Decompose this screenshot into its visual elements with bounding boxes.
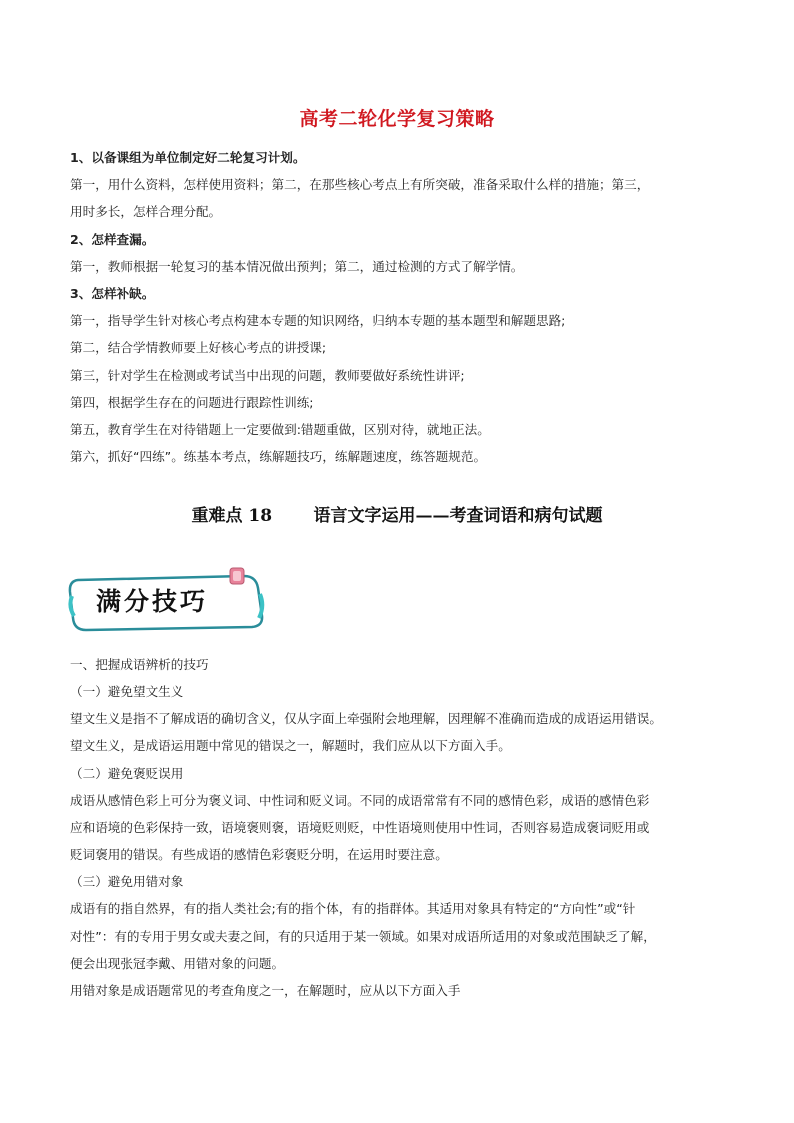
strategy-heading-1: 1、以备课组为单位制定好二轮复习计划。 (70, 150, 306, 165)
tips-paragraph: 成语有的指自然界，有的指人类社会;有的指个体，有的指群体。其适用对象具有特定的“方向性”或“针 (70, 901, 636, 916)
strategy-paragraph: 第四，根据学生存在的问题进行跟踪性训练; (70, 395, 314, 410)
strategy-paragraph: 第六，抓好“四练”。练基本考点，练解题技巧，练解题速度，练答题规范。 (70, 449, 487, 464)
tips-heading: 一、把握成语辨析的技巧 (70, 657, 209, 672)
tips-paragraph: 用错对象是成语题常见的考查角度之一，在解题时，应从以下方面入手 (70, 983, 461, 998)
tips-paragraph: 望文生义，是成语运用题中常见的错误之一，解题时，我们应从以下方面入手。 (70, 738, 511, 753)
strategy-paragraph: 第一，教师根据一轮复习的基本情况做出预判；第二，通过检测的方式了解学情。 (70, 259, 524, 274)
tips-paragraph: 便会出现张冠李戴、用错对象的问题。 (70, 956, 285, 971)
tips-paragraph: 望文生义是指不了解成语的确切含义，仅从字面上牵强附会地理解，因理解不准确而造成的成语运用错误。 (70, 711, 662, 726)
strategy-paragraph: 第三，针对学生在检测或考试当中出现的问题，教师要做好系统性讲评; (70, 368, 465, 383)
tips-subheading: （二）避免褒贬误用 (70, 766, 184, 781)
tips-paragraph: 对性”：有的专用于男女或夫妻之间，有的只适用于某一领域。如果对成语所适用的对象或范围缺乏了解， (70, 929, 656, 944)
strategy-paragraph: 第一，用什么资料，怎样使用资料；第二，在那些核心考点上有所突破，准备采取什么样的措施；第三， (70, 177, 650, 192)
page-title: 高考二轮化学复习策略 (299, 108, 495, 130)
strategy-paragraph: 用时多长，怎样合理分配。 (70, 204, 222, 219)
strategy-heading-3: 3、怎样补缺。 (70, 286, 155, 301)
tips-paragraph: 贬词褒用的错误。有些成语的感情色彩褒贬分明，在运用时要注意。 (70, 847, 448, 862)
strategy-paragraph: 第二，结合学情教师要上好核心考点的讲授课; (70, 340, 327, 355)
tips-subheading: （三）避免用错对象 (70, 874, 184, 889)
badge-label: 满分技巧 (96, 587, 209, 616)
strategy-paragraph: 第一，指导学生针对核心考点构建本专题的知识网络，归纳本专题的基本题型和解题思路; (70, 313, 566, 328)
strategy-heading-2: 2、怎样查漏。 (70, 232, 155, 247)
strategy-paragraph: 第五，教育学生在对待错题上一定要做到:错题重做，区别对待，就地正法。 (70, 422, 490, 437)
tips-paragraph: 应和语境的色彩保持一致，语境褒则褒，语境贬则贬，中性语境则使用中性词，否则容易造成褒词贬用或 (70, 820, 650, 835)
tips-subheading: （一）避免望文生义 (70, 684, 184, 699)
section-title: 重难点 18 语言文字运用——考查词语和病句试题 (191, 506, 603, 526)
tips-paragraph: 成语从感情色彩上可分为褒义词、中性词和贬义词。不同的成语常常有不同的感情色彩，成语的感情色彩 (70, 793, 650, 808)
